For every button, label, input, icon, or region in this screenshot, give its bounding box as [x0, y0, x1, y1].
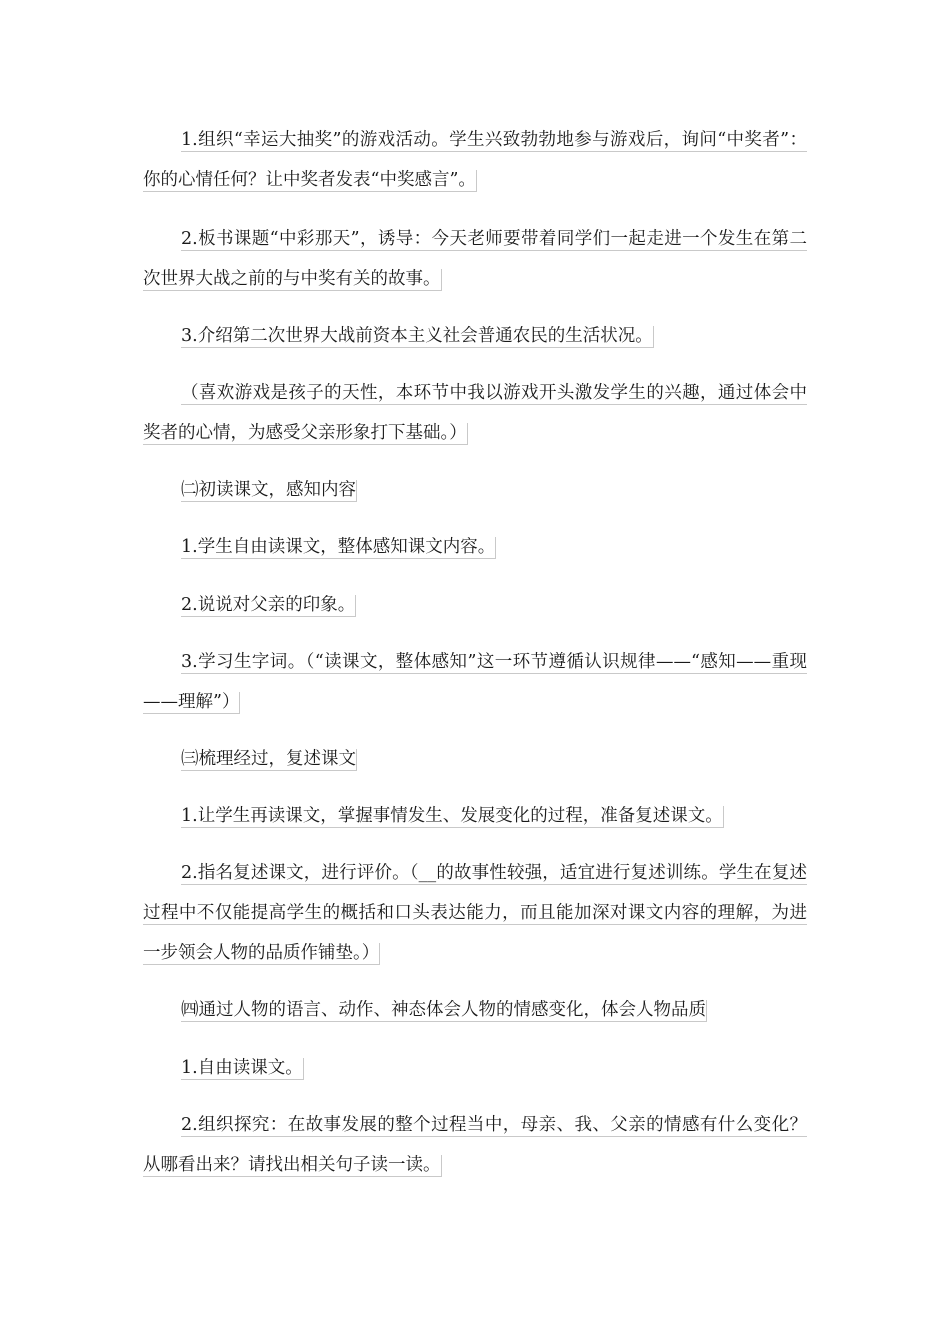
paragraph-text: 1.让学生再读课文，掌握事情发生、发展变化的过程，准备复述课文。	[181, 806, 723, 826]
paragraph-text: 1.学生自由读课文，整体感知课文内容。	[181, 537, 496, 557]
paragraph-text: 2.板书课题“中彩那天”，诱导：今天老师要带着同学们一起走进一个发生在第二次世界大战之前的与中奖有关的故事。	[143, 229, 807, 289]
section-heading-3	[143, 739, 807, 779]
paragraph-9	[143, 853, 807, 973]
paragraph-6	[143, 585, 807, 625]
section-heading-4	[143, 990, 807, 1030]
paragraph-text: 3.介绍第二次世界大战前资本主义社会普通农民的生活状况。	[181, 326, 653, 346]
paragraph-7	[143, 642, 807, 722]
paragraph-2	[143, 219, 807, 299]
paragraph-11	[143, 1105, 807, 1185]
paragraph-text: 1.自由读课文。	[181, 1058, 303, 1078]
paragraph-text: 1.组织“幸运大抽奖”的游戏活动。学生兴致勃勃地参与游戏后，询问“中奖者”：你的心情任何？让中奖者发表“中奖感言”。	[143, 130, 807, 190]
heading-text: ㈣通过人物的语言、动作、神态体会人物的情感变化，体会人物品质	[181, 1000, 706, 1020]
paragraph-text: （喜欢游戏是孩子的天性，本环节中我以游戏开头激发学生的兴趣，通过体会中奖者的心情，为感受父亲形象打下基础。）	[143, 383, 807, 443]
paragraph-text: 2.说说对父亲的印象。	[181, 595, 356, 615]
heading-text: ㈢梳理经过，复述课文	[181, 749, 356, 769]
paragraph-text: 3.学习生字词。（“读课文，整体感知”这一环节遵循认识规律——“感知——重现——理解”）	[143, 652, 807, 712]
paragraph-4	[143, 373, 807, 453]
paragraph-text: 2.组织探究：在故事发展的整个过程当中，母亲、我、父亲的情感有什么变化？从哪看出来？请找出相关句子读一读。	[143, 1115, 807, 1175]
paragraph-3	[143, 316, 807, 356]
paragraph-1	[143, 120, 807, 200]
paragraph-text: 2.指名复述课文，进行评价。（__的故事性较强，适宜进行复述训练。学生在复述过程中不仅能提高学生的概括和口头表达能力，而且能加深对课文内容的理解，为进一步领会人物的品质作铺垫。）	[143, 863, 807, 963]
paragraph-8	[143, 796, 807, 836]
heading-text: ㈡初读课文，感知内容	[181, 480, 356, 500]
section-heading-2	[143, 470, 807, 510]
paragraph-5	[143, 527, 807, 567]
paragraph-10	[143, 1048, 807, 1088]
